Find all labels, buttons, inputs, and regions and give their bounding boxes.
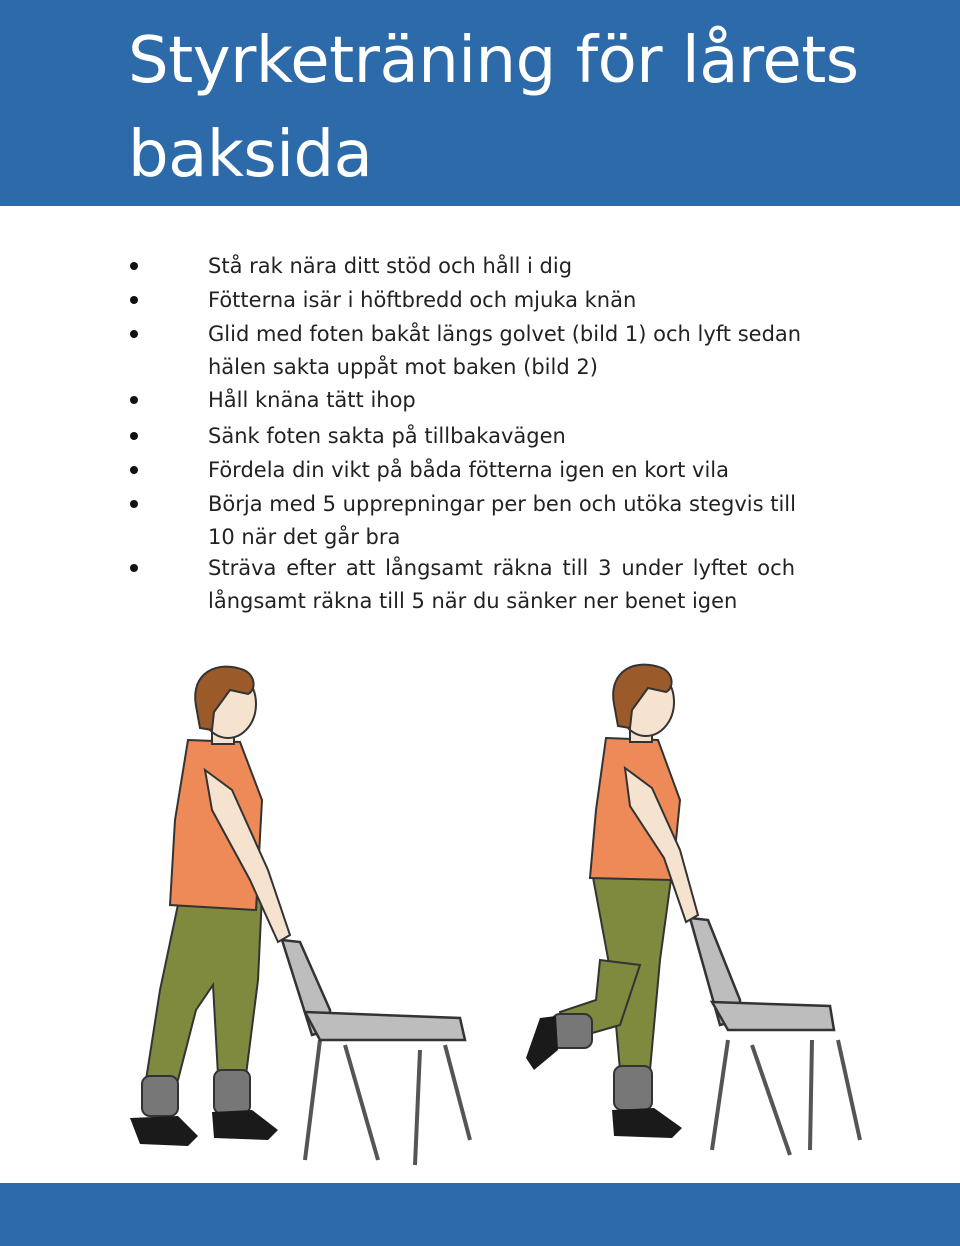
instruction-text: Fördela din vikt på båda fötterna igen en kort vila [208,458,729,482]
figure-2-heel-lift [526,665,860,1155]
bullet-icon [130,296,138,304]
bullet-icon [130,500,138,508]
exercise-illustration [0,640,960,1180]
bullet-icon [130,396,138,404]
bullet-icon [130,432,138,440]
bullet-icon [130,564,138,572]
instruction-text: Sänk foten sakta på tillbakavägen [208,424,566,448]
instruction-text: Sträva efter att långsamt räkna till 3 under lyftet och långsamt räkna till 5 när du sänker ner benet igen [208,556,795,613]
instruction-text: Håll knäna tätt ihop [208,388,416,412]
figure-1-heel-back [130,667,470,1165]
bullet-icon [130,330,138,338]
instruction-text: Börja med 5 upprepningar per ben och utöka stegvis till 10 när det går bra [208,492,796,549]
chair-icon [282,940,470,1165]
header-banner [0,0,960,206]
bullet-icon [130,262,138,270]
instruction-text: Fötterna isär i höftbredd och mjuka knän [208,288,637,312]
page-title: Styrketräning för lårets baksida [128,24,859,192]
bullet-icon [130,466,138,474]
instruction-text: Glid med foten bakåt längs golvet (bild 1) och lyft sedan hälen sakta uppåt mot baken (bild 2) [208,322,802,379]
instruction-text: Stå rak nära ditt stöd och håll i dig [208,254,573,278]
footer-banner [0,1183,960,1246]
chair-icon [690,918,860,1155]
